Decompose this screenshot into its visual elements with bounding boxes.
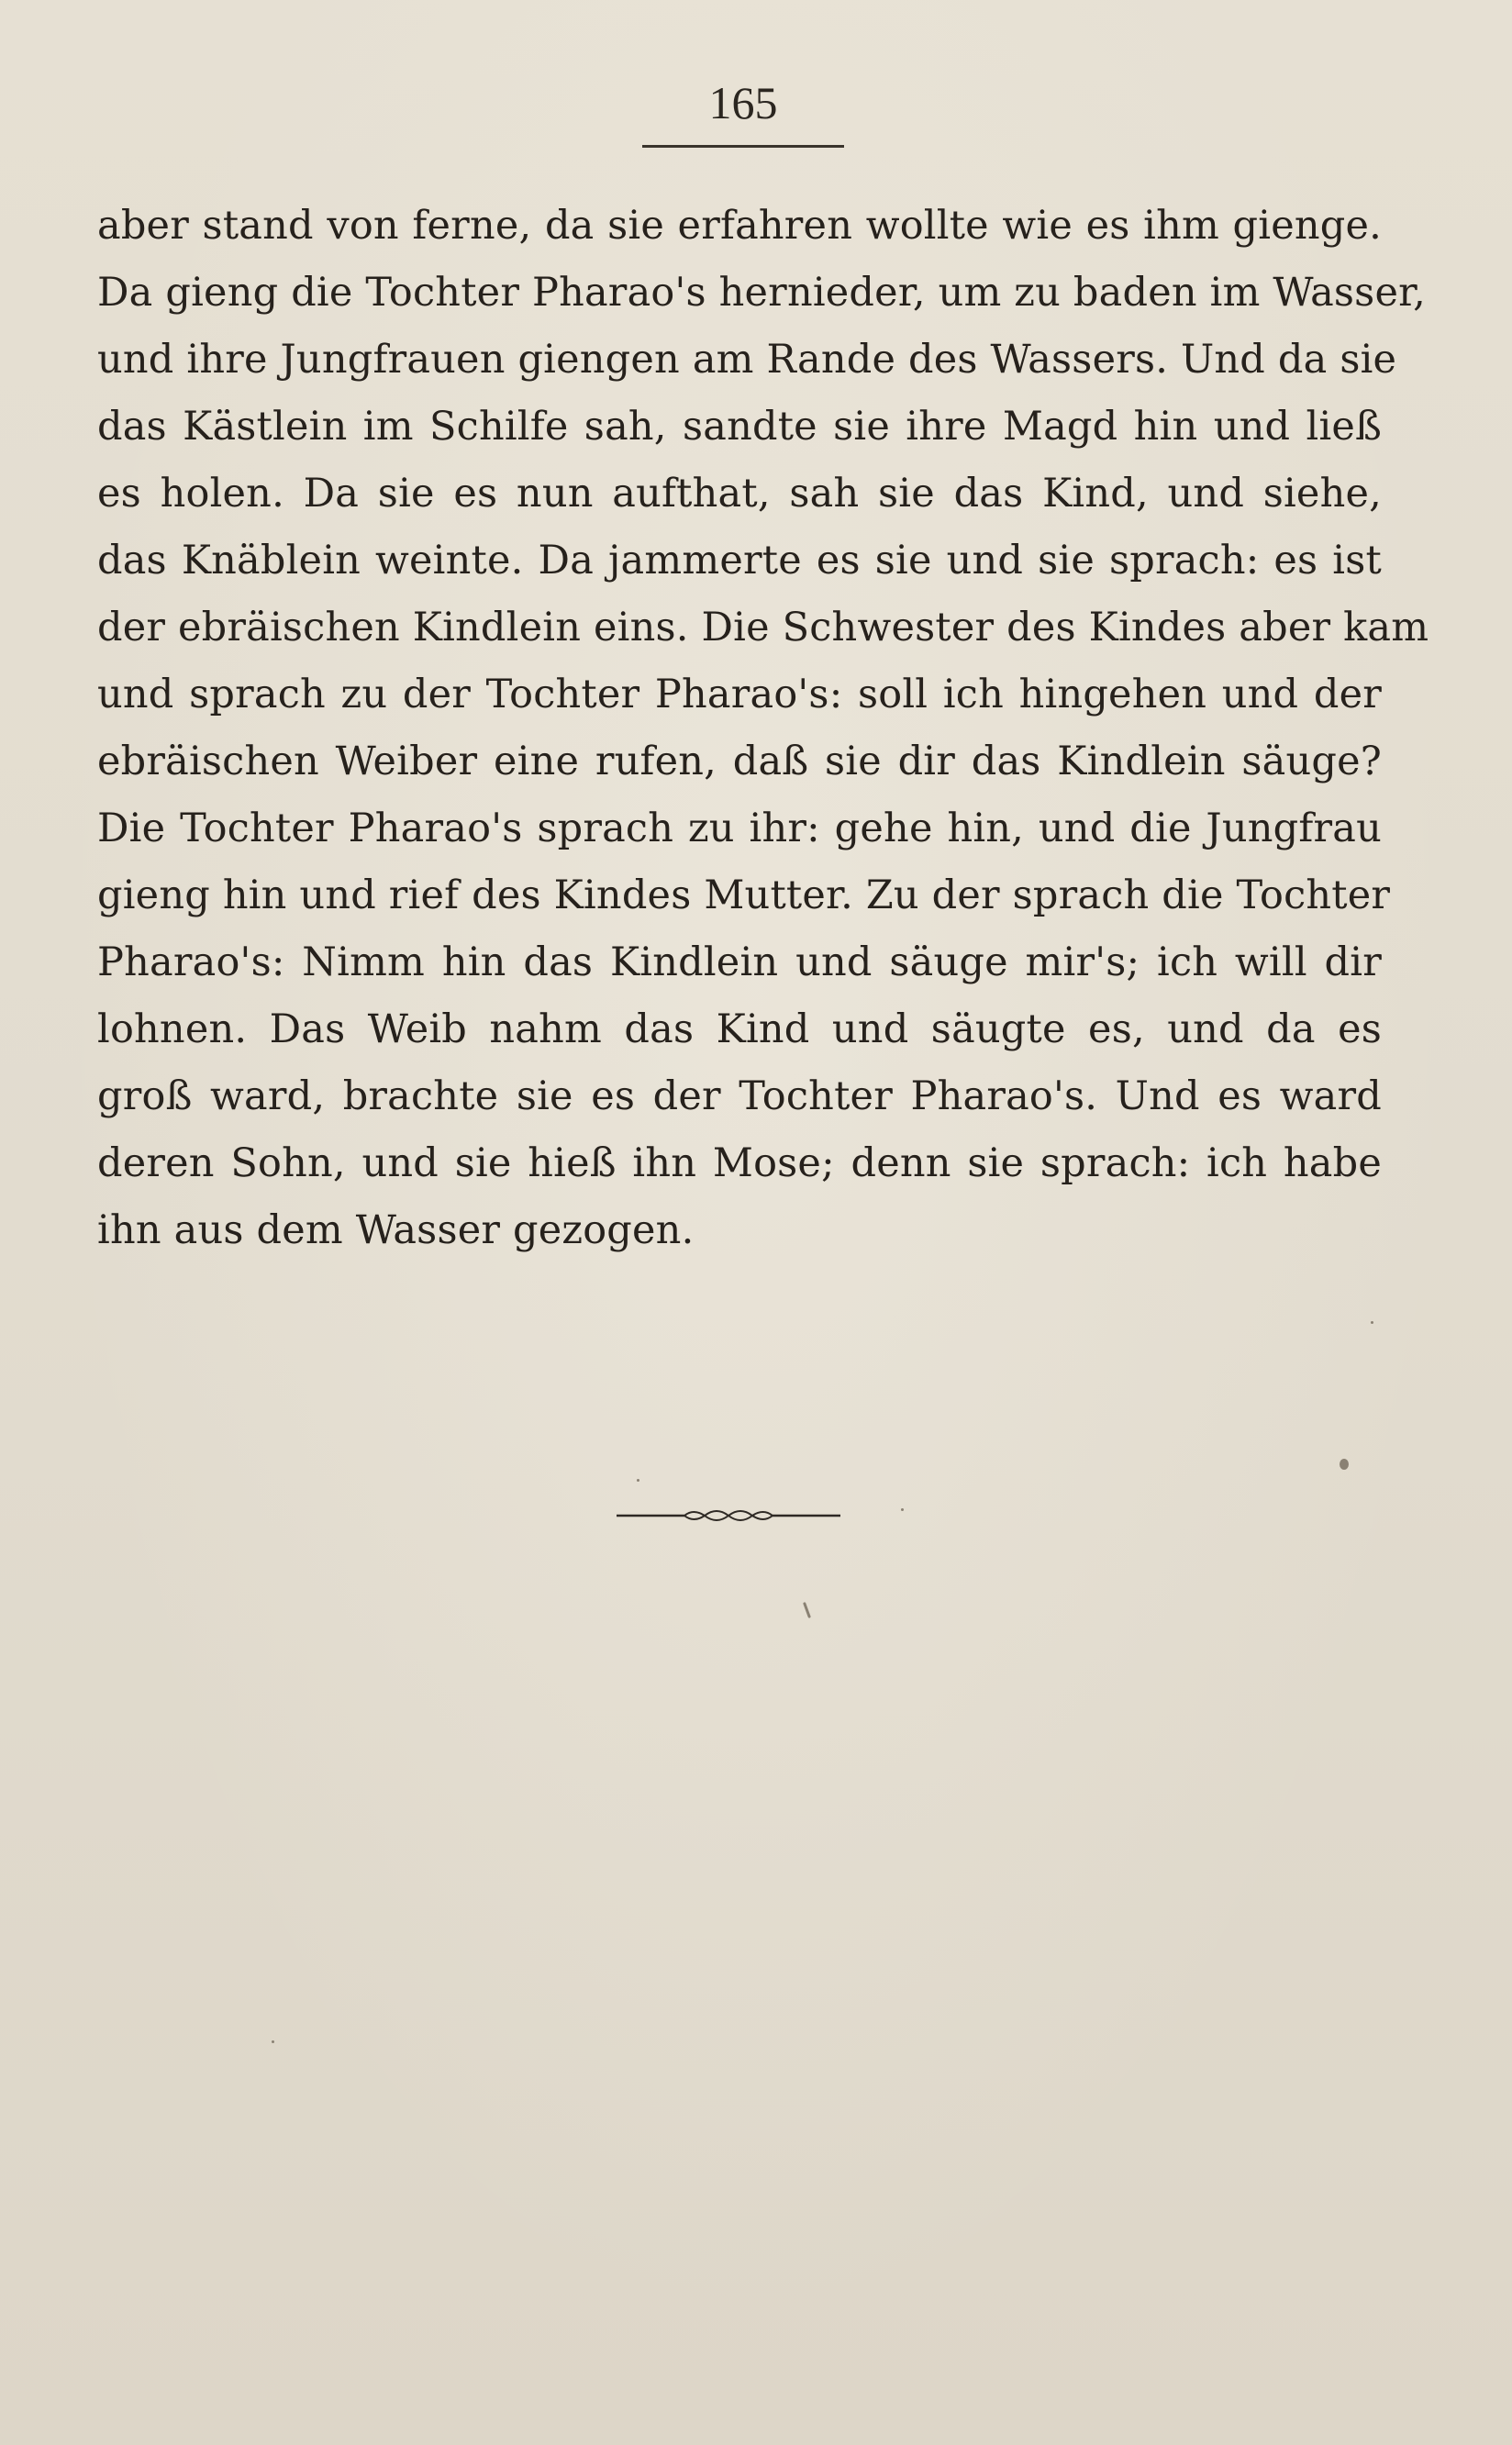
text-line: Die Tochter Pharao's sprach zu ihr: gehe hin, und die Jungfrau xyxy=(97,806,1382,851)
paper-speck xyxy=(901,1508,904,1511)
text-line: gieng hin und rief des Kindes Mutter. Zu der sprach die Tochter xyxy=(97,872,1391,918)
paper-speck xyxy=(272,2040,274,2043)
text-line: aber stand von ferne, da sie erfahren wollte wie es ihm gienge. xyxy=(97,203,1382,249)
paper-speck xyxy=(1371,1321,1373,1324)
paper-speck xyxy=(1340,1459,1349,1470)
text-line: das Knäblein weinte. Da jammerte es sie und sie sprach: es ist xyxy=(97,538,1382,583)
text-line: das Kästlein im Schilfe sah, sandte sie ihre Magd hin und ließ xyxy=(97,404,1382,450)
text-line: und sprach zu der Tochter Pharao's: soll ich hingehen und der xyxy=(97,672,1382,717)
body-text xyxy=(97,193,1429,1264)
text-line: Da gieng die Tochter Pharao's hernieder, um zu baden im Wasser, xyxy=(97,270,1426,316)
text-line-last: ihn aus dem Wasser gezogen. xyxy=(97,1207,695,1253)
text-line: groß ward, brachte sie es der Tochter Pharao's. Und es ward xyxy=(97,1073,1382,1119)
page-number: 165 xyxy=(708,77,778,128)
paper-speck xyxy=(637,1479,639,1482)
text-line: der ebräischen Kindlein eins. Die Schwester des Kindes aber kam xyxy=(97,605,1429,650)
paper-speck xyxy=(803,1602,811,1618)
text-line: deren Sohn, und sie hieß ihn Mose; denn sie sprach: ich habe xyxy=(97,1140,1382,1186)
text-line: es holen. Da sie es nun aufthat, sah sie das Kind, und siehe, xyxy=(97,471,1382,517)
text-line: und ihre Jungfrauen giengen am Rande des Wassers. Und da sie xyxy=(97,337,1397,383)
header-rule xyxy=(642,145,844,148)
text-line: Pharao's: Nimm hin das Kindlein und säuge mir's; ich will dir xyxy=(97,939,1382,985)
end-of-text-ornament-icon xyxy=(617,1505,840,1527)
text-line: lohnen. Das Weib nahm das Kind und säugte es, und da es xyxy=(97,1006,1382,1052)
text-line: ebräischen Weiber eine rufen, daß sie dir das Kindlein säuge? xyxy=(97,739,1382,784)
